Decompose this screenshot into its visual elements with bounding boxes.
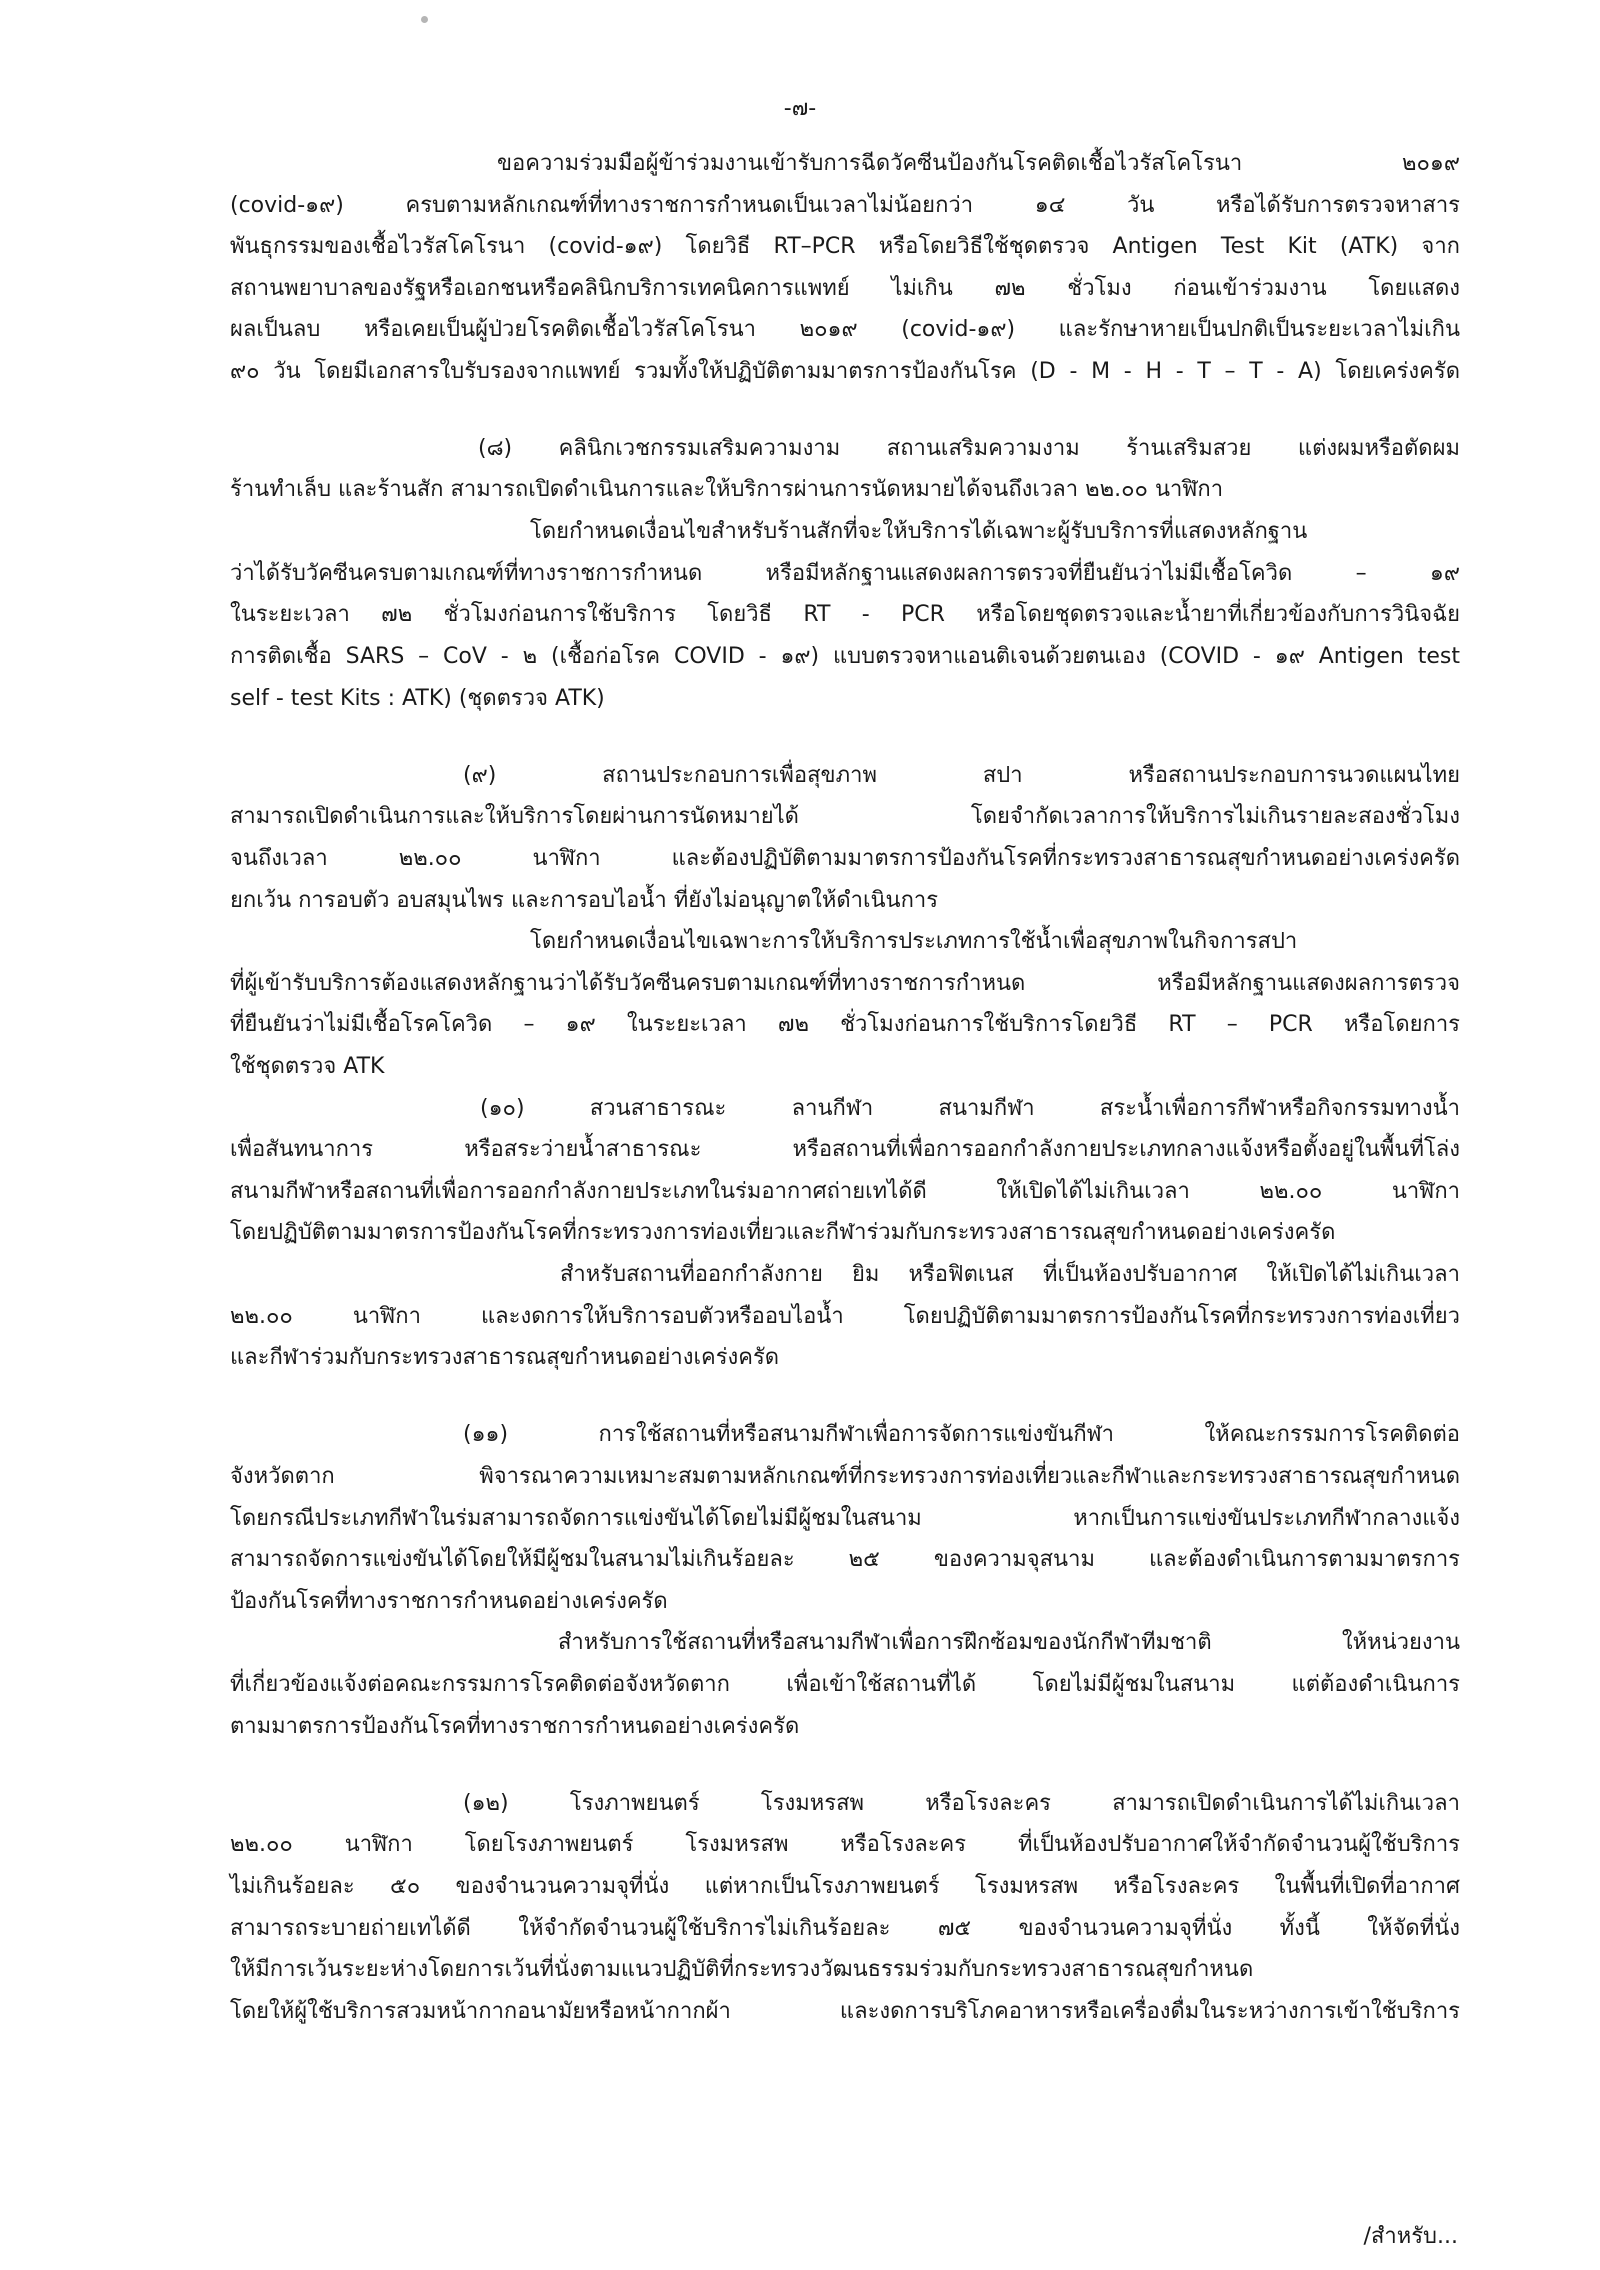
paragraph-line: (๘) คลินิกเวชกรรมเสริมความงาม สถานเสริมความงาม ร้านเสริมสวย แต่งผมหรือตัดผม: [478, 436, 1460, 461]
paragraph-line: ที่ผู้เข้ารับบริการต้องแสดงหลักฐานว่าได้รับวัคซีนครบตามเกณฑ์ที่ทางราชการกำหนด หรือมีหลักฐานแสดงผลการตรวจ: [230, 971, 1460, 996]
paragraph-line: สถานพยาบาลของรัฐหรือเอกชนหรือคลินิกบริการเทคนิคการแพทย์ ไม่เกิน ๗๒ ชั่วโมง ก่อนเข้าร่วมงาน โดยแสดง: [230, 276, 1460, 301]
paragraph-line: (covid-๑๙) ครบตามหลักเกณฑ์ที่ทางราชการกำหนดเป็นเวลาไม่น้อยกว่า ๑๔ วัน หรือได้รับการตรวจหาสาร: [230, 193, 1460, 218]
paragraph-line: พันธุกรรมของเชื้อไวรัสโคโรนา (covid-๑๙) โดยวิธี RT–PCR หรือโดยวิธีใช้ชุดตรวจ Antigen Test Kit (ATK) จาก: [230, 234, 1460, 259]
continuation-marker: /สำหรับ...: [1363, 2224, 1458, 2249]
paragraph-line: (๑๐) สวนสาธารณะ ลานกีฬา สนามกีฬา สระน้ำเพื่อการกีฬาหรือกิจกรรมทางน้ำ: [480, 1096, 1460, 1121]
paragraph-line: ป้องกันโรคที่ทางราชการกำหนดอย่างเคร่งครัด: [230, 1589, 668, 1614]
paragraph-line: self - test Kits : ATK) (ชุดตรวจ ATK): [230, 686, 605, 711]
paragraph-line: โดยให้ผู้ใช้บริการสวมหน้ากากอนามัยหรือหน้ากากผ้า และงดการบริโภคอาหารหรือเครื่องดื่มในระหว่างการเข้าใช้บริการ: [230, 1999, 1460, 2024]
paragraph-line: จนถึงเวลา ๒๒.๐๐ นาฬิกา และต้องปฏิบัติตามมาตรการป้องกันโรคที่กระทรวงสาธารณสุขกำหนดอย่างเคร่งครัด: [230, 846, 1460, 871]
scan-speck: [421, 16, 428, 23]
paragraph-line: สามารถจัดการแข่งขันได้โดยให้มีผู้ชมในสนามไม่เกินร้อยละ ๒๕ ของความจุสนาม และต้องดำเนินการตามมาตรการ: [230, 1547, 1460, 1572]
paragraph-line: (๑๑) การใช้สถานที่หรือสนามกีฬาเพื่อการจัดการแข่งขันกีฬา ให้คณะกรรมการโรคติดต่อ: [463, 1422, 1460, 1447]
paragraph-line: ที่ยืนยันว่าไม่มีเชื้อโรคโควิด – ๑๙ ในระยะเวลา ๗๒ ชั่วโมงก่อนการใช้บริการโดยวิธี RT – PCR หรือโดยการ: [230, 1012, 1460, 1037]
paragraph-line: โดยกำหนดเงื่อนไขเฉพาะการให้บริการประเภทการใช้น้ำเพื่อสุขภาพในกิจการสปา: [530, 929, 1298, 954]
paragraph-line: ผลเป็นลบ หรือเคยเป็นผู้ป่วยโรคติดเชื้อไวรัสโคโรนา ๒๐๑๙ (covid-๑๙) และรักษาหายเป็นปกติเป็นระยะเวลาไม่เกิน: [230, 317, 1460, 342]
paragraph-line: จังหวัดตาก พิจารณาความเหมาะสมตามหลักเกณฑ์ที่กระทรวงการท่องเที่ยวและกีฬาและกระทรวงสาธารณสุขกำหนด: [230, 1464, 1460, 1489]
paragraph-line: สามารถเปิดดำเนินการและให้บริการโดยผ่านการนัดหมายได้ โดยจำกัดเวลาการให้บริการไม่เกินรายละสองชั่วโมง: [230, 804, 1460, 829]
paragraph-line: ขอความร่วมมือผู้ข้าร่วมงานเข้ารับการฉีดวัคซีนป้องกันโรคติดเชื้อไวรัสโคโรนา ๒๐๑๙: [497, 151, 1460, 176]
paragraph-line: สนามกีฬาหรือสถานที่เพื่อการออกกำลังกายประเภทในร่มอากาศถ่ายเทได้ดี ให้เปิดได้ไม่เกินเวลา ๒๒.๐๐ นาฬิกา: [230, 1179, 1460, 1204]
paragraph-line: โดยปฏิบัติตามมาตรการป้องกันโรคที่กระทรวงการท่องเที่ยวและกีฬาร่วมกับกระทรวงสาธารณสุขกำหนดอย่างเคร่งครัด: [230, 1220, 1336, 1245]
paragraph-line: ว่าได้รับวัคซีนครบตามเกณฑ์ที่ทางราชการกำหนด หรือมีหลักฐานแสดงผลการตรวจที่ยืนยันว่าไม่มีเชื้อโควิด – ๑๙: [230, 561, 1460, 586]
page-number: -๗-: [783, 96, 817, 121]
paragraph-line: ๒๒.๐๐ นาฬิกา โดยโรงภาพยนตร์ โรงมหรสพ หรือโรงละคร ที่เป็นห้องปรับอากาศให้จำกัดจำนวนผู้ใช้บริการ: [230, 1832, 1460, 1857]
paragraph-line: สำหรับการใช้สถานที่หรือสนามกีฬาเพื่อการฝึกซ้อมของนักกีฬาทีมชาติ ให้หน่วยงาน: [558, 1630, 1460, 1655]
paragraph-line: ใช้ชุดตรวจ ATK: [230, 1054, 385, 1079]
paragraph-line: ให้มีการเว้นระยะห่างโดยการเว้นที่นั่งตามแนวปฏิบัติที่กระทรวงวัฒนธรรมร่วมกับกระทรวงสาธารณสุขกำหนด: [230, 1957, 1254, 1982]
paragraph-line: ๒๒.๐๐ นาฬิกา และงดการให้บริการอบตัวหรืออบไอน้ำ โดยปฏิบัติตามมาตรการป้องกันโรคที่กระทรวงการท่องเที่ยว: [230, 1304, 1460, 1329]
paragraph-line: โดยกำหนดเงื่อนไขสำหรับร้านสักที่จะให้บริการได้เฉพาะผู้รับบริการที่แสดงหลักฐาน: [530, 519, 1308, 544]
paragraph-line: (๙) สถานประกอบการเพื่อสุขภาพ สปา หรือสถานประกอบการนวดแผนไทย: [463, 763, 1460, 788]
paragraph-line: ไม่เกินร้อยละ ๕๐ ของจำนวนความจุที่นั่ง แต่หากเป็นโรงภาพยนตร์ โรงมหรสพ หรือโรงละคร ในพื้นที่เปิดที่อากาศ: [230, 1874, 1460, 1899]
paragraph-line: ร้านทำเล็บ และร้านสัก สามารถเปิดดำเนินการและให้บริการผ่านการนัดหมายได้จนถึงเวลา ๒๒.๐๐ นาฬิกา: [230, 477, 1224, 502]
paragraph-line: ตามมาตรการป้องกันโรคที่ทางราชการกำหนดอย่างเคร่งครัด: [230, 1714, 800, 1739]
paragraph-line: ยกเว้น การอบตัว อบสมุนไพร และการอบไอน้ำ ที่ยังไม่อนุญาตให้ดำเนินการ: [230, 888, 939, 913]
paragraph-line: การติดเชื้อ SARS – CoV - ๒ (เชื้อก่อโรค COVID - ๑๙) แบบตรวจหาแอนติเจนด้วยตนเอง (COVID - ๑๙ Antigen test: [230, 644, 1460, 669]
paragraph-line: โดยกรณีประเภทกีฬาในร่มสามารถจัดการแข่งขันได้โดยไม่มีผู้ชมในสนาม หากเป็นการแข่งขันประเภทกีฬากลางแจ้ง: [230, 1506, 1460, 1531]
paragraph-line: สามารถระบายถ่ายเทได้ดี ให้จำกัดจำนวนผู้ใช้บริการไม่เกินร้อยละ ๗๕ ของจำนวนความจุที่นั่ง ทั้งนี้ ให้จัดที่นั่ง: [230, 1916, 1460, 1941]
paragraph-line: เพื่อสันทนาการ หรือสระว่ายน้ำสาธารณะ หรือสถานที่เพื่อการออกกำลังกายประเภทกลางแจ้งหรือตั้งอยู่ในพื้นที่โล่ง: [230, 1137, 1460, 1162]
paragraph-line: ในระยะเวลา ๗๒ ชั่วโมงก่อนการใช้บริการ โดยวิธี RT - PCR หรือโดยชุดตรวจและน้ำยาที่เกี่ยวข้องกับการวินิจฉัย: [230, 602, 1460, 627]
paragraph-line: และกีฬาร่วมกับกระทรวงสาธารณสุขกำหนดอย่างเคร่งครัด: [230, 1345, 780, 1370]
paragraph-line: (๑๒) โรงภาพยนตร์ โรงมหรสพ หรือโรงละคร สามารถเปิดดำเนินการได้ไม่เกินเวลา: [463, 1791, 1460, 1816]
paragraph-line: ที่เกี่ยวข้องแจ้งต่อคณะกรรมการโรคติดต่อจังหวัดตาก เพื่อเข้าใช้สถานที่ได้ โดยไม่มีผู้ชมในสนาม แต่ต้องดำเนินการ: [230, 1672, 1460, 1697]
paragraph-line: สำหรับสถานที่ออกกำลังกาย ยิม หรือฟิตเนส ที่เป็นห้องปรับอากาศ ให้เปิดได้ไม่เกินเวลา: [560, 1262, 1460, 1287]
paragraph-line: ๙๐ วัน โดยมีเอกสารใบรับรองจากแพทย์ รวมทั้งให้ปฏิบัติตามมาตรการป้องกันโรค (D - M - H - T – T - A) โดยเคร่งครัด: [230, 359, 1460, 384]
